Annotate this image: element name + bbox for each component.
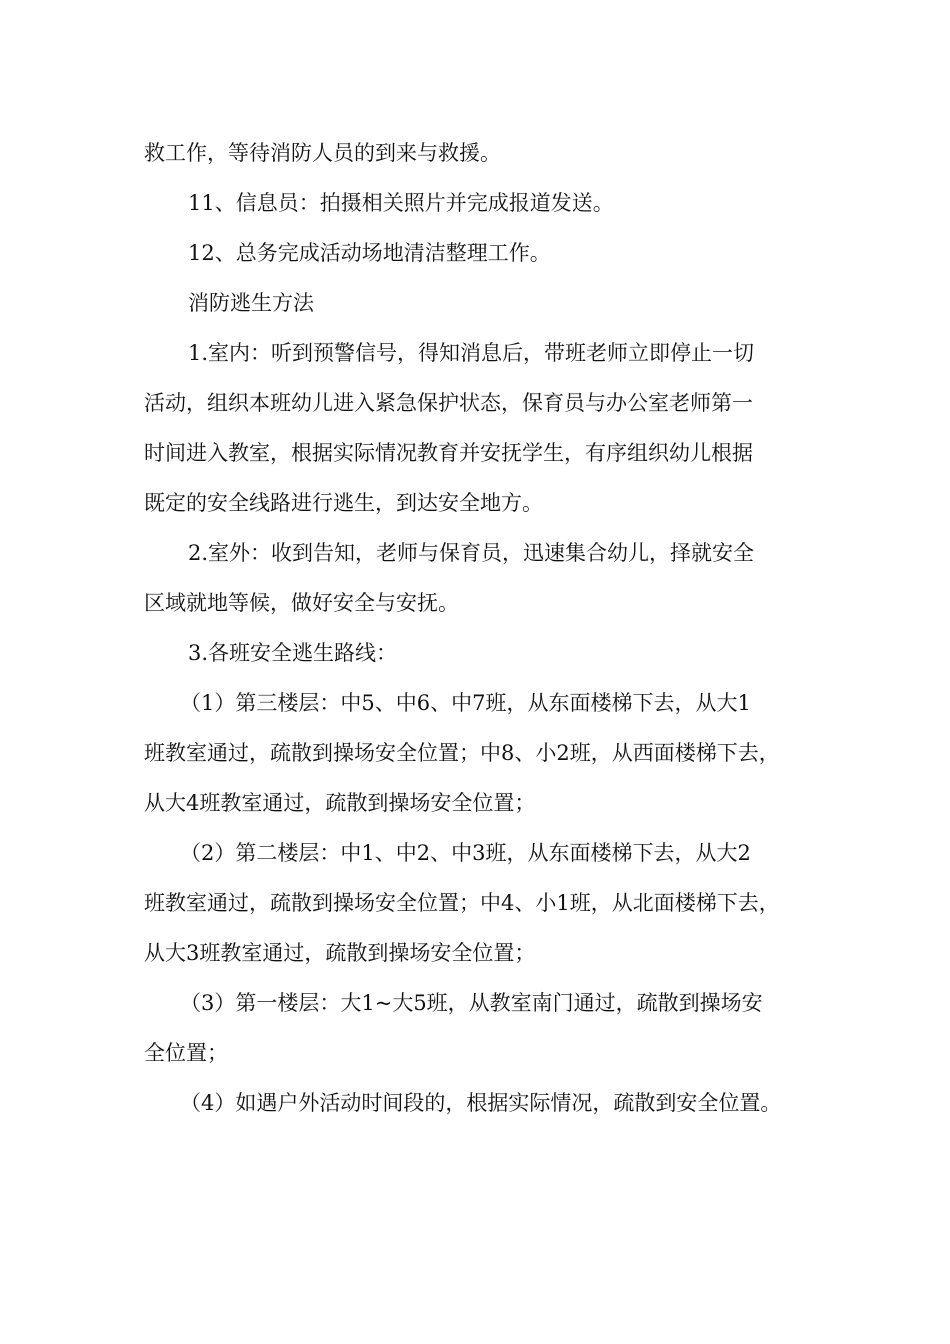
paragraph-line: 1.室内：听到预警信号，得知消息后，带班老师立即停止一切 [188,341,755,365]
paragraph-line: （3）第一楼层：大1~大5班，从教室南门通过，疏散到操场安 [180,991,763,1015]
paragraph-line: 既定的安全线路进行逃生，到达安全地方。 [144,491,543,515]
document-body [144,128,824,1128]
paragraph-line: 11、信息员：拍摄相关照片并完成报道发送。 [188,191,614,215]
section-heading: 消防逃生方法 [188,291,314,315]
paragraph-line: 2.室外：收到告知，老师与保育员，迅速集合幼儿，择就安全 [188,541,755,565]
paragraph-line: 救工作，等待消防人员的到来与救援。 [144,141,501,165]
paragraph-line: （1）第三楼层：中5、中6、中7班，从东面楼梯下去，从大1 [180,691,751,715]
paragraph-line: 12、总务完成活动场地清洁整理工作。 [188,241,551,265]
paragraph-line: 3.各班安全逃生路线： [188,641,398,665]
paragraph-line: 区域就地等候，做好安全与安抚。 [144,591,459,615]
paragraph-line: （2）第二楼层：中1、中2、中3班，从东面楼梯下去，从大2 [180,841,751,865]
paragraph-line: 全位置； [144,1041,228,1065]
paragraph-line: 活动，组织本班幼儿进入紧急保护状态，保育员与办公室老师第一 [144,391,753,415]
paragraph-line: 班教室通过，疏散到操场安全位置；中4、小1班，从北面楼梯下去， [144,891,780,915]
paragraph-line: 从大4班教室通过，疏散到操场安全位置； [144,791,536,815]
paragraph-line: 班教室通过，疏散到操场安全位置；中8、小2班，从西面楼梯下去， [144,741,780,765]
paragraph-line: （4）如遇户外活动时间段的，根据实际情况，疏散到安全位置。 [180,1091,782,1115]
paragraph-line: 时间进入教室，根据实际情况教育并安抚学生，有序组织幼儿根据 [144,441,753,465]
paragraph-line: 从大3班教室通过，疏散到操场安全位置； [144,941,536,965]
